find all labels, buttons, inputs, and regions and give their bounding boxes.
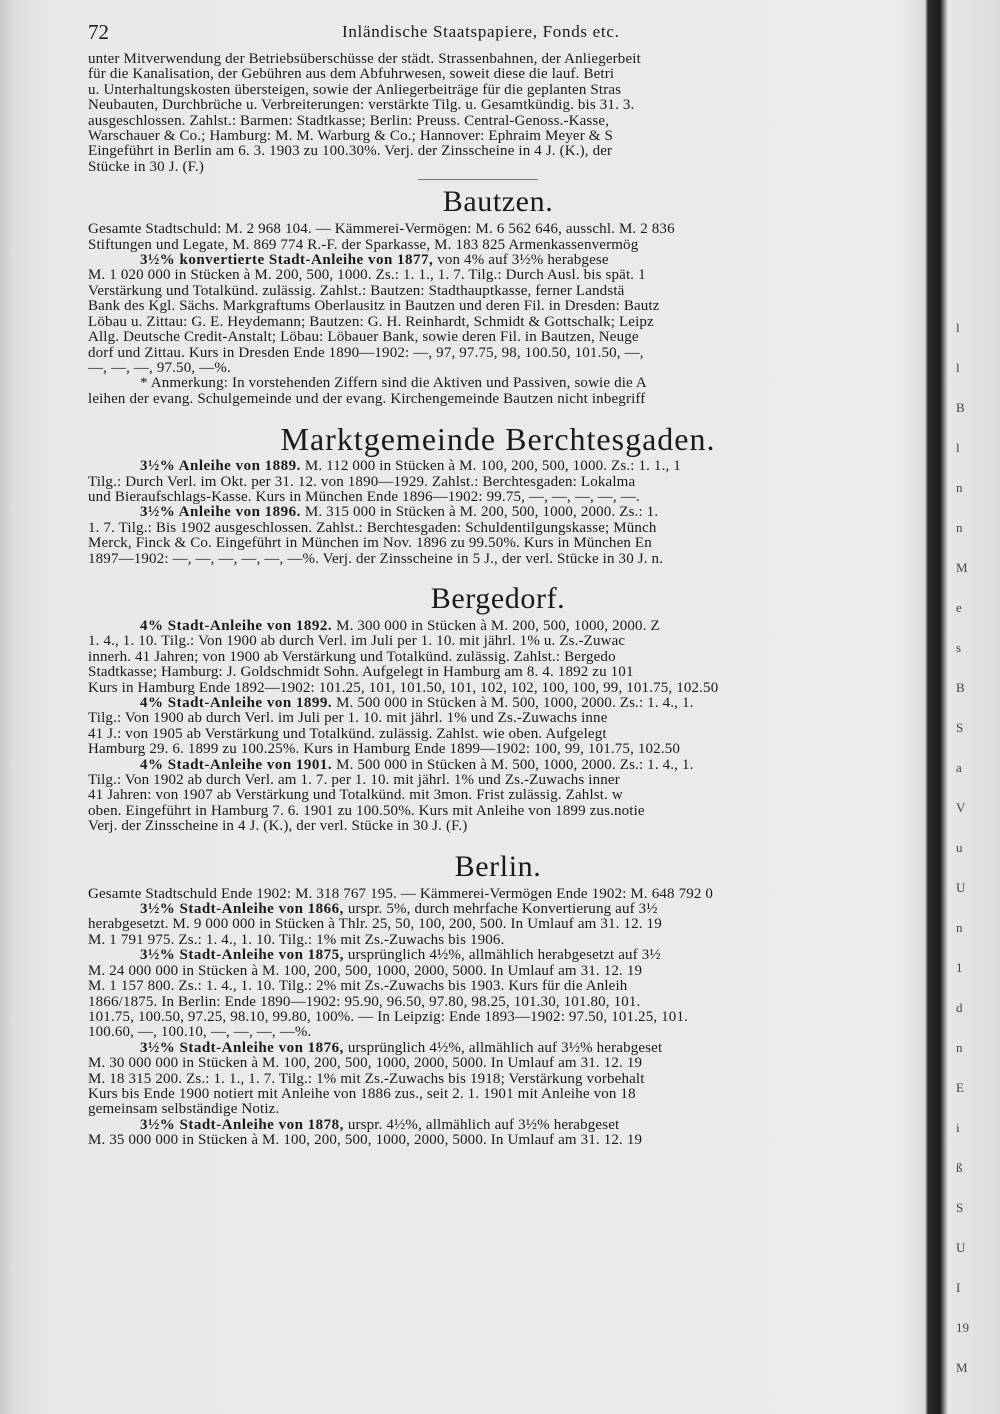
margin-fragment: d (956, 1000, 963, 1015)
paragraph (88, 376, 908, 407)
text-line: 1897—1902: —, —, —, —, —, —%. Verj. der Zinsscheine in 5 J., der verl. Stücke in 30 J. n. (88, 551, 664, 567)
text-line (88, 948, 908, 963)
margin-fragment: ß (956, 1160, 963, 1175)
bond-title: 4% Stadt-Anleihe von 1901. (140, 757, 333, 773)
text-line: Gesamte Stadtschuld Ende 1902: M. 318 767 195. — Kämmerei-Vermögen Ende 1902: M. 648 792 0 (88, 886, 714, 902)
section (88, 581, 908, 835)
margin-fragment: l (956, 440, 960, 455)
text-line: Verstärkung und Totalkünd. zulässig. Zahlst.: Bautzen: Stadthauptkasse, ferner Landstä (88, 283, 625, 299)
text-line: Tilg.: Durch Verl. im Okt. per 31. 12. von 1890—1929. Zahlst.: Berchtesgaden: Lokalma (88, 474, 636, 490)
margin-fragment: S (956, 720, 964, 735)
bond-details: M. 300 000 in Stücken à M. 200, 500, 1000, 2000. Z (332, 618, 660, 634)
text-line: 101.75, 100.50, 97.25, 98.10, 99.80, 100%. — In Leipzig: Ende 1893—1902: 97.50, 101.25, 101. (88, 1009, 689, 1025)
bond-details: M. 315 000 in Stücken à M. 200, 500, 1000, 2000. Zs.: 1. (300, 505, 659, 521)
paragraph (88, 1041, 908, 1118)
text-line: herabgesetzt. M. 9 000 000 in Stücken à Thlr. 25, 50, 100, 200, 500. In Umlauf am 31. 12. 19 (88, 917, 662, 933)
text-line (88, 758, 908, 773)
page-content (88, 14, 908, 1149)
margin-fragment: n (956, 920, 963, 935)
paragraph (88, 887, 908, 902)
paragraph (88, 505, 908, 567)
margin-fragment: B (956, 680, 965, 695)
paragraph (88, 253, 908, 376)
section-gap (88, 835, 908, 845)
margin-fragment: E (956, 1080, 964, 1095)
text-line: Gesamte Stadtschuld: M. 2 968 104. — Kämmerei-Vermögen: M. 6 562 646, ausschl. M. 2 836 (88, 222, 675, 238)
margin-fragment: M (956, 560, 968, 575)
margin-fragment: V (956, 800, 966, 815)
section-divider (418, 179, 538, 180)
text-line: M. 30 000 000 in Stücken à M. 100, 200, 500, 1000, 2000, 5000. In Umlauf am 31. 12. 19 (88, 1056, 643, 1072)
section (88, 421, 908, 567)
bond-title: 4% Stadt-Anleihe von 1892. (140, 618, 333, 634)
text-line: M. 18 315 200. Zs.: 1. 1., 1. 7. Tilg.: 1% mit Zs.-Zuwachs bis 1918; Verstärkung vorbehalt (88, 1071, 645, 1087)
text-line: u. Unterhaltungskosten übersteigen, sowie der Anliegerbeiträge für die geplanten Stras (88, 82, 622, 98)
margin-fragment: e (956, 600, 962, 615)
text-line: oben. Eingeführt in Hamburg 7. 6. 1901 zu 100.50%. Kurs mit Anleihe von 1899 zus.notie (88, 803, 645, 819)
bond-title: 3½% Anleihe von 1896. (140, 505, 301, 521)
text-line: Kurs bis Ende 1900 notiert mit Anleihe von 1886 zus., seit 2. 1. 1901 mit Anleihe von 18 (88, 1086, 636, 1102)
text-line: Tilg.: Von 1902 ab durch Verl. am 1. 7. per 1. 10. mit jährl. 1% und Zs.-Zuwachs inner (88, 773, 620, 789)
bond-title: 3½% Stadt-Anleihe von 1876, (140, 1040, 344, 1056)
section-gap (88, 407, 908, 417)
paragraph (88, 902, 908, 948)
margin-fragment: I (956, 1280, 961, 1295)
text-line: Eingeführt in Berlin am 6. 3. 1903 zu 100.30%. Verj. der Zinsscheine in 4 J. (K.), der (88, 144, 613, 160)
text-line: gemeinsam selbständige Notiz. (88, 1102, 280, 1118)
margin-fragment: s (956, 640, 962, 655)
text-line: Warschauer & Co.; Hamburg: M. M. Warburg & Co.; Hannover: Ephraim Meyer & S (88, 129, 613, 145)
text-line (88, 902, 908, 917)
bond-details: ursprünglich 4½%, allmählich auf 3½% herabgeset (343, 1040, 663, 1056)
bond-details: M. 500 000 in Stücken à M. 500, 1000, 2000. Zs.: 1. 4., 1. (332, 757, 694, 773)
text-line (88, 619, 908, 634)
bond-details: ursprünglich 4½%, allmählich herabgesetzt auf 3½ (343, 948, 661, 964)
paragraph (88, 459, 908, 505)
margin-fragment: U (956, 880, 966, 895)
margin-fragment: 1 (956, 960, 963, 975)
text-line: Neubauten, Durchbrüche u. Verbreiterungen: verstärkte Tilg. u. Gesamtkündig. bis 31. 3. (88, 98, 635, 114)
bond-details: urspr. 5%, durch mehrfache Konvertierung auf 3½ (343, 902, 658, 918)
bond-title: 3½% Anleihe von 1889. (140, 459, 301, 475)
margin-fragment: n (956, 480, 963, 495)
text-line: 41 Jahren: von 1907 ab Verstärkung und Totalkünd. mit 3mon. Frist zulässig. Zahlst. w (88, 788, 623, 804)
margin-fragment: i (956, 1120, 960, 1135)
text-line: M. 24 000 000 in Stücken à M. 100, 200, 500, 1000, 2000, 5000. In Umlauf am 31. 12. 19 (88, 963, 643, 979)
bond-details: M. 112 000 in Stücken à M. 100, 200, 500, 1000. Zs.: 1. 1., 1 (300, 459, 681, 475)
text-line: Stadtkasse; Hamburg: J. Goldschmidt Sohn. Aufgelegt in Hamburg am 8. 4. 1892 zu 101 (88, 665, 634, 681)
margin-fragment: B (956, 400, 965, 415)
adjacent-page-edge (948, 0, 1000, 1414)
text-line (88, 505, 908, 520)
bond-title: 3½% Stadt-Anleihe von 1875, (140, 948, 344, 964)
text-line (88, 459, 908, 474)
page-number: 72 (88, 20, 109, 44)
text-line: Stücke in 30 J. (F.) (88, 159, 204, 175)
paragraph (88, 758, 908, 835)
bond-details: M. 500 000 in Stücken à M. 500, 1000, 2000. Zs.: 1. 4., 1. (332, 696, 694, 711)
sections (88, 184, 908, 1148)
text-line (88, 1041, 908, 1056)
text-line: und Bieraufschlags-Kasse. Kurs in München Ende 1896—1902: 99.75, —, —, —, —, —. (88, 489, 640, 505)
section (88, 849, 908, 1149)
text-line: Allg. Deutsche Credit-Anstalt; Löbau: Löbauer Bank, sowie deren Fil. in Bautzen, Neuge (88, 330, 639, 346)
running-title: Inländische Staatspapiere, Fonds etc. (342, 22, 620, 41)
section (88, 184, 908, 407)
paragraph (88, 222, 908, 253)
margin-fragment: M (956, 1360, 968, 1375)
text-line: Tilg.: Von 1900 ab durch Verl. im Juli per 1. 10. mit jährl. 1% und Zs.-Zuwachs inne (88, 711, 608, 727)
margin-fragment: U (956, 1240, 966, 1255)
intro-paragraph (88, 52, 908, 175)
section-heading: Bautzen. (442, 185, 554, 219)
text-line: M. 1 157 800. Zs.: 1. 4., 1. 10. Tilg.: 2% mit Zs.-Zuwachs bis 1903. Kurs für die Anleih (88, 979, 628, 995)
text-line: innerh. 41 Jahren; von 1900 ab Verstärkung und Totalkünd. zulässig. Zahlst.: Bergedo (88, 649, 616, 665)
text-line: leihen der evang. Schulgemeinde und der evang. Kirchengemeinde Bautzen nicht inbegriff (88, 391, 646, 407)
bond-details: urspr. 4½%, allmählich auf 3½% herabgeset (343, 1117, 620, 1133)
text-line: Stiftungen und Legate, M. 869 774 R.-F. der Sparkasse, M. 183 825 Armenkassenvermög (88, 237, 639, 253)
text-line: Kurs in Hamburg Ende 1892—1902: 101.25, 101, 101.50, 101, 102, 102, 100, 100, 99, 101.75, 102.50 (88, 680, 719, 696)
text-line (88, 253, 908, 268)
text-line: ausgeschlossen. Zahlst.: Barmen: Stadtkasse; Berlin: Preuss. Central-Genoss.-Kasse, (88, 113, 610, 129)
bond-details: von 4% auf 3½% herabgese (433, 253, 609, 269)
bond-title: 4% Stadt-Anleihe von 1899. (140, 696, 333, 711)
text-line: M. 1 791 975. Zs.: 1. 4., 1. 10. Tilg.: 1% mit Zs.-Zuwachs bis 1906. (88, 932, 505, 948)
text-line: 1866/1875. In Berlin: Ende 1890—1902: 95.90, 96.50, 97.80, 98.25, 101.30, 101.80, 101. (88, 994, 641, 1010)
section-heading: Marktgemeinde Berchtesgaden. (280, 421, 716, 458)
text-line (88, 696, 908, 711)
text-line: Hamburg 29. 6. 1899 zu 100.25%. Kurs in Hamburg Ende 1899—1902: 100, 99, 101.75, 102.50 (88, 742, 681, 758)
section-heading: Bergedorf. (430, 581, 566, 615)
section-gap (88, 567, 908, 577)
text-line: unter Mitverwendung der Betriebsüberschüsse der städt. Strassenbahnen, der Anliegerbeit (88, 52, 641, 67)
bond-title: 3½% Stadt-Anleihe von 1866, (140, 902, 344, 918)
paragraph (88, 619, 908, 696)
text-line: * Anmerkung: In vorstehenden Ziffern sind die Aktiven und Passiven, sowie die A (140, 376, 647, 392)
margin-fragment: S (956, 1200, 964, 1215)
text-line: 41 J.: von 1905 ab Verstärkung und Totalkünd. zulässig. Zahlst. wie oben. Aufgelegt (88, 726, 607, 742)
text-line: M. 1 020 000 in Stücken à M. 200, 500, 1000. Zs.: 1. 1., 1. 7. Tilg.: Durch Ausl. bis spät. 1 (88, 268, 646, 284)
text-line: 1. 4., 1. 10. Tilg.: Von 1900 ab durch Verl. im Juli per 1. 10. mit jährl. 1% u. Zs.-Zuwac (88, 634, 626, 650)
text-line: Bank des Kgl. Sächs. Markgraftums Oberlausitz in Bautzen und deren Fil. in Dresden: Bautz (88, 299, 660, 315)
text-line: —, —, —, 97.50, —%. (88, 360, 231, 376)
text-line: 100.60, —, 100.10, —, —, —, —%. (88, 1025, 312, 1041)
margin-fragment: n (956, 520, 963, 535)
paragraph (88, 1118, 908, 1149)
running-head (88, 14, 908, 52)
text-line: 1. 7. Tilg.: Bis 1902 ausgeschlossen. Zahlst.: Berchtesgaden: Schuldentilgungskasse; Münch (88, 520, 657, 536)
text-line: Löbau u. Zittau: G. E. Heydemann; Bautzen: G. H. Reinhardt, Schmidt & Gottschalk; Leipz (88, 314, 654, 330)
margin-fragment: 19 (956, 1320, 969, 1335)
text-line: M. 35 000 000 in Stücken à M. 100, 200, 500, 1000, 2000, 5000. In Umlauf am 31. 12. 19 (88, 1133, 643, 1149)
bond-title: 3½% Stadt-Anleihe von 1878, (140, 1117, 344, 1133)
margin-fragment: u (956, 840, 963, 855)
margin-fragment: a (956, 760, 962, 775)
section-heading: Berlin. (454, 849, 542, 883)
bond-title: 3½% konvertierte Stadt-Anleihe von 1877, (140, 253, 434, 269)
text-line: Verj. der Zinsscheine in 4 J. (K.), der verl. Stücke in 30 J. (F.) (88, 819, 468, 835)
margin-fragment: l (956, 320, 960, 335)
paragraph (88, 948, 908, 1040)
text-line: dorf und Zittau. Kurs in Dresden Ende 1890—1902: —, 97, 97.75, 98, 100.50, 101.50, —, (88, 345, 644, 361)
text-line (88, 1118, 908, 1133)
text-line: für die Kanalisation, der Gebühren aus dem Abfuhrwesen, soweit diese die lauf. Betri (88, 67, 615, 83)
paragraph (88, 696, 908, 758)
margin-fragment: l (956, 360, 960, 375)
text-line: Merck, Finck & Co. Eingeführt in München im Nov. 1896 zu 99.50%. Kurs in München En (88, 536, 652, 552)
margin-fragment: n (956, 1040, 963, 1055)
